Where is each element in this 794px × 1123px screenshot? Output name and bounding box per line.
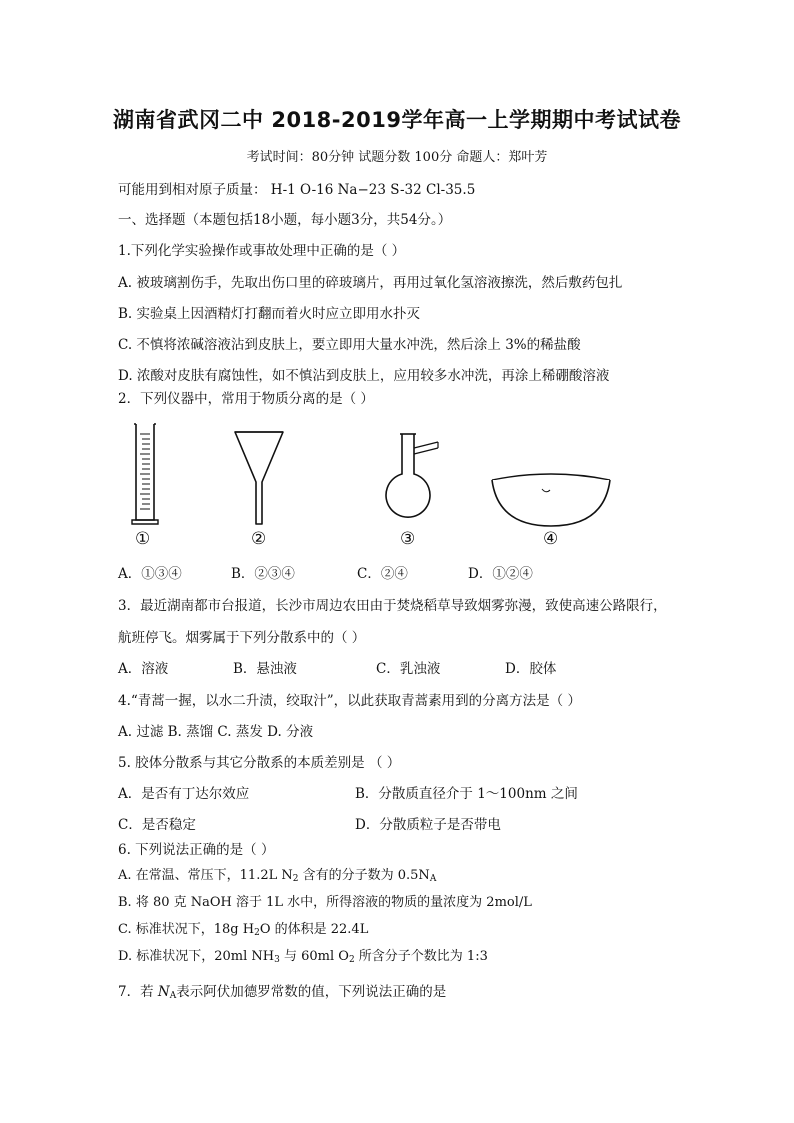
q3-option-a: A．溶液 xyxy=(118,661,169,677)
q4-options: A. 过滤 B. 蒸馏 C. 蒸发 D. 分液 xyxy=(118,724,314,740)
q1-option-b: B. 实验桌上因酒精灯打翻而着火时应立即用水扑灭 xyxy=(118,306,421,322)
q3-stem-line2: 航班停飞。烟雾属于下列分散系中的（ ） xyxy=(118,630,366,646)
q5-stem: 5. 胶体分散系与其它分散系的本质差别是 （ ） xyxy=(118,755,401,771)
q3-option-b: B．悬浊液 xyxy=(233,661,297,677)
graduated-cylinder-figure xyxy=(124,420,166,528)
q1-option-d: D. 浓酸对皮肤有腐蚀性，如不慎沾到皮肤上，应用较多水冲洗，再涂上稀硼酸溶液 xyxy=(118,368,610,384)
q1-stem: 1.下列化学实验操作或事故处理中正确的是（ ） xyxy=(118,243,406,259)
page-title: 湖南省武冈二中 2018-2019学年高一上学期期中考试试卷 xyxy=(113,108,681,132)
q7-stem: 7．若 $N_A$表示阿伏加德罗常数的值，下列说法正确的是 xyxy=(118,984,447,1001)
q3-option-c: C．乳浊液 xyxy=(376,661,441,677)
q3-stem-line1: 3．最近湖南都市台报道，长沙市周边农田由于焚烧稻草导致烟雾弥漫，致使高速公路限行， xyxy=(118,598,667,614)
figure-label-1: ① xyxy=(135,529,151,549)
figure-label-2: ② xyxy=(251,529,267,549)
figure-label-3: ③ xyxy=(400,529,416,549)
q6-option-a: A. 在常温、常压下，11.2L $N_2$ 含有的分子数为 $0.5N_A$ xyxy=(118,868,437,884)
q5-option-c: C．是否稳定 xyxy=(118,817,196,833)
evaporating-dish-figure xyxy=(490,470,612,530)
exam-info: 考试时间：80分钟 试题分数 100分 命题人：郑叶芳 xyxy=(246,150,548,165)
q2-option-b: B．②③④ xyxy=(231,566,295,582)
q3-option-d: D．胶体 xyxy=(505,661,557,677)
q2-option-c: C．②④ xyxy=(357,566,408,582)
q5-option-a: A．是否有丁达尔效应 xyxy=(118,786,250,802)
funnel-figure xyxy=(231,430,287,526)
q6-option-c: C. 标准状况下，18g $H_2O$ 的体积是 22.4L xyxy=(118,922,369,938)
q6-stem: 6. 下列说法正确的是（ ） xyxy=(118,842,275,858)
q6-option-d: D. 标准状况下，20ml $NH_3$ 与 60ml $O_2$ 所含分子个数比为 1:3 xyxy=(118,949,488,965)
figure-label-4: ④ xyxy=(543,529,559,549)
q2-stem: 2．下列仪器中，常用于物质分离的是（ ） xyxy=(118,391,374,407)
q5-option-b: B．分散质直径介于 1～100nm 之间 xyxy=(355,786,578,802)
distilling-flask-figure xyxy=(378,430,442,530)
q5-option-d: D．分散质粒子是否带电 xyxy=(355,817,501,833)
q2-option-a: A．①③④ xyxy=(118,566,182,582)
q1-option-c: C. 不慎将浓碱溶液沾到皮肤上，要立即用大量水冲洗，然后涂上 3%的稀盐酸 xyxy=(118,337,581,353)
section-heading: 一、选择题（本题包括18小题，每小题3分，共54分。） xyxy=(118,212,452,228)
q4-stem: 4.“青蒿一握，以水二升渍，绞取汁”，以此获取青蒿素用到的分离方法是（ ） xyxy=(118,693,581,709)
q6-option-b: B. 将 80 克 NaOH 溶于 1L 水中，所得溶液的物质的量浓度为 2mol/L xyxy=(118,895,532,910)
atomic-masses: 可能用到相对原子质量： H-1 O-16 Na−23 S-32 Cl-35.5 xyxy=(118,182,476,198)
q2-option-d: D．①②④ xyxy=(468,566,533,582)
q1-option-a: A. 被玻璃割伤手，先取出伤口里的碎玻璃片，再用过氧化氢溶液擦洗，然后敷药包扎 xyxy=(118,275,623,291)
